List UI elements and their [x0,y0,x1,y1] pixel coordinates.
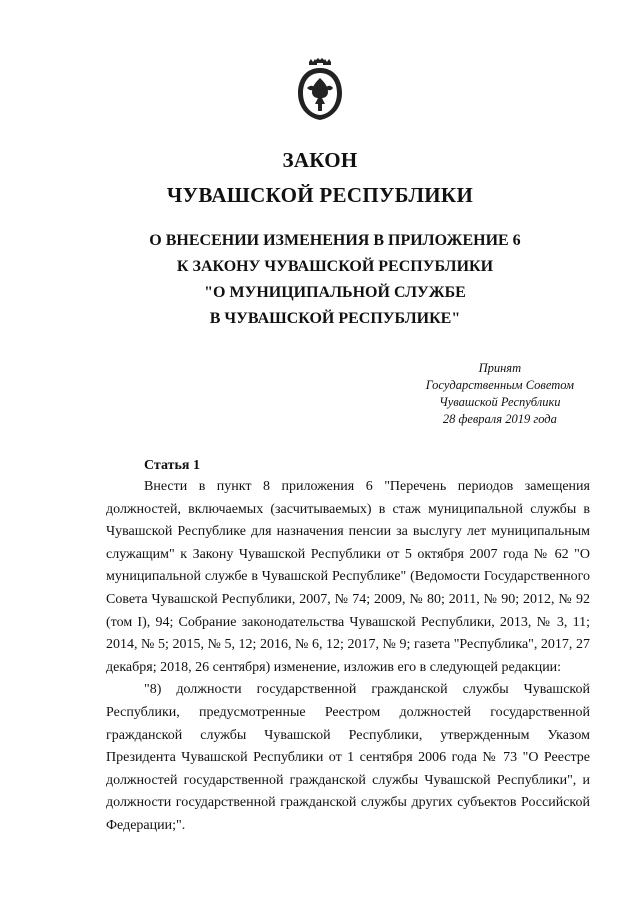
article-paragraph-2: "8) должности государственной гражданской службы Чувашской Республики, предусмотренные Реестром должностей государственной гражданской службы Чувашской Республики, утвержденным Указом Президента Чувашской Республики от 1 сентября 2006 года № 73 "О Реестре должностей государственной гражданской службы Чувашской Республики", и должности государственной гражданской службы других субъектов Российской Федерации;". [106,682,590,833]
adoption-line-3: Чувашской Республики [439,395,561,409]
subtitle-line-1: О ВНЕСЕНИИ ИЗМЕНЕНИЯ В ПРИЛОЖЕНИЕ 6 [149,232,521,249]
subtitle-line-4: В ЧУВАШСКОЙ РЕСПУБЛИКЕ" [209,310,461,327]
law-title-line-2: ЧУВАШСКОЙ РЕСПУБЛИКИ [166,183,474,207]
article-body [106,476,590,838]
adoption-note [426,360,574,428]
law-title-line-1: ЗАКОН [282,148,358,172]
law-title [0,146,640,210]
adoption-line-2: Государственным Советом [425,378,574,392]
law-subtitle [0,228,640,332]
subtitle-line-3: "О МУНИЦИПАЛЬНОЙ СЛУЖБЕ [204,284,466,301]
adoption-line-1: Принят [478,361,522,375]
adoption-date: 28 февраля 2019 года [442,412,557,426]
coat-of-arms-emblem [293,58,347,122]
subtitle-line-2: К ЗАКОНУ ЧУВАШСКОЙ РЕСПУБЛИКИ [176,258,494,275]
article-heading: Статья 1 [144,458,200,473]
article-paragraph-1: Внести в пункт 8 приложения 6 "Перечень периодов замещения должностей, включаемых (засчитываемых) в стаж муниципальной службы в Чувашской Республике для назначения пенсии за выслугу лет муниципальным служащим" к Закону Чувашской Республики от 5 октября 2007 года № 62 "О муниципальной службе в Чувашской Республике" (Ведомости Государственного Совета Чувашской Республики, 2007, № 74; 2009, № 80; 2011, № 90; 2012, № 92 (том I), 94; Собрание законодательства Чувашской Республики, 2013, № 3, 11; 2014, № 5; 2015, № 5, 12; 2016, № 6, 12; 2017, № 9; газета "Республика", 2017, 27 декабря; 2018, 26 сентября) изменение, изложив его в следующей редакции: [106,479,590,675]
